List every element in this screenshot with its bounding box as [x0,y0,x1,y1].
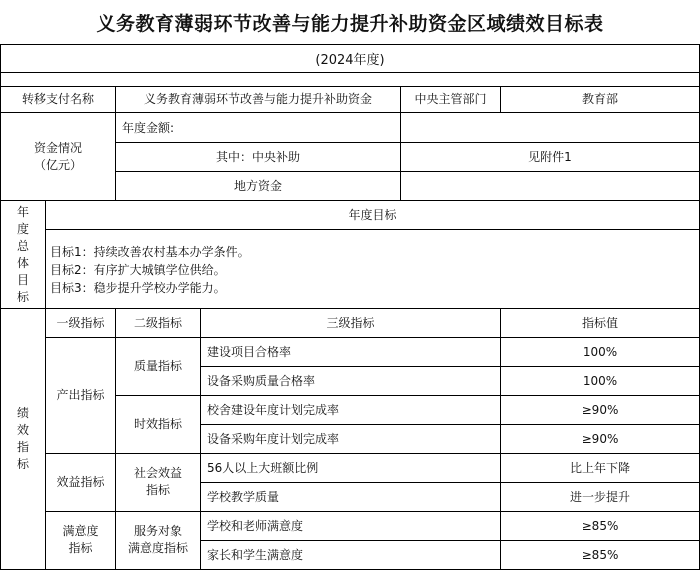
goal-item: 目标3：稳步提升学校办学能力。 [50,281,226,295]
annual-goals-header: 年度目标 [348,207,397,222]
central-subsidy-value: 见附件1 [528,149,572,164]
goal-item: 目标1：持续改善农村基本办学条件。 [50,245,250,259]
table-row-value: ≥90% [581,402,619,417]
side-label-char: 总 [16,238,29,253]
table-title: 义务教育薄弱环节改善与能力提升补助资金区域绩效目标表 [96,12,604,35]
central-dept-label: 中央主管部门 [414,92,487,106]
satisfaction-line1: 满意度 [62,524,99,538]
table-row-name: 建设项目合格率 [207,344,292,359]
quality-indicator-label: 质量指标 [133,359,182,373]
transfer-name-value: 义务教育薄弱环节改善与能力提升补助资金 [143,92,372,106]
indicator-value-header: 指标值 [581,315,618,330]
goal-item: 目标2：有序扩大城镇学位供给。 [50,263,226,277]
central-dept-value: 教育部 [581,92,618,106]
table-row-value: 100% [582,373,618,388]
service-satisfaction-indicator-label [116,511,200,569]
social-benefit-indicator-label [116,453,200,511]
table-row-value: ≥85% [581,518,619,533]
satisfaction-indicator-label [46,511,115,569]
table-row-name: 家长和学生满意度 [207,547,304,562]
side-label-char: 年 [16,204,29,219]
table-row-name: 学校教学质量 [207,489,280,504]
level2-header: 二级指标 [133,315,182,330]
funds-label [1,113,115,200]
side-label-char: 体 [16,255,29,270]
transfer-name-label: 转移支付名称 [21,92,94,106]
table-subtitle-year: (2024年度) [315,52,385,68]
service-satisfaction-line1: 服务对象 [133,524,182,538]
side-label-char: 标 [16,457,29,471]
satisfaction-line2: 指标 [68,541,93,555]
funds-label-line1: 资金情况 [33,140,82,155]
table-row-name: 学校和老师满意度 [207,518,304,533]
output-indicator-label: 产出指标 [56,388,105,402]
service-satisfaction-line2: 满意度指标 [127,541,188,555]
table-row-value: 100% [582,344,618,359]
table-row-name: 56人以上大班额比例 [207,460,319,475]
funds-label-line2: （亿元） [33,157,82,172]
side-label-char: 绩 [16,406,29,420]
overall-goals-side-label [1,201,45,308]
annual-amount-label: 年度金额: [122,120,175,135]
table-row-name: 设备采购年度计划完成率 [207,431,340,446]
side-label-char: 目 [16,272,29,287]
table-row-value: ≥85% [581,547,619,562]
side-label-char: 度 [16,221,29,236]
side-label-char: 效 [16,423,29,437]
central-subsidy-label: 其中：中央补助 [215,149,300,164]
social-benefit-line2: 指标 [145,483,170,497]
table-row-name: 校舍建设年度计划完成率 [207,402,340,417]
table-row-name: 设备采购质量合格率 [207,373,316,388]
side-label-char: 标 [16,289,29,304]
annual-goals-list [50,243,690,297]
side-label-char: 指 [16,440,29,454]
performance-side-label [1,309,45,569]
social-benefit-line1: 社会效益 [133,466,182,480]
table-row-value: ≥90% [581,431,619,446]
table-row-value: 进一步提升 [569,489,630,504]
level3-header: 三级指标 [326,315,375,330]
local-funds-label: 地方资金 [233,178,282,193]
level1-header: 一级指标 [56,315,105,330]
table-row-value: 比上年下降 [569,460,630,475]
timeliness-indicator-label: 时效指标 [133,417,182,431]
benefit-indicator-label: 效益指标 [56,475,105,489]
